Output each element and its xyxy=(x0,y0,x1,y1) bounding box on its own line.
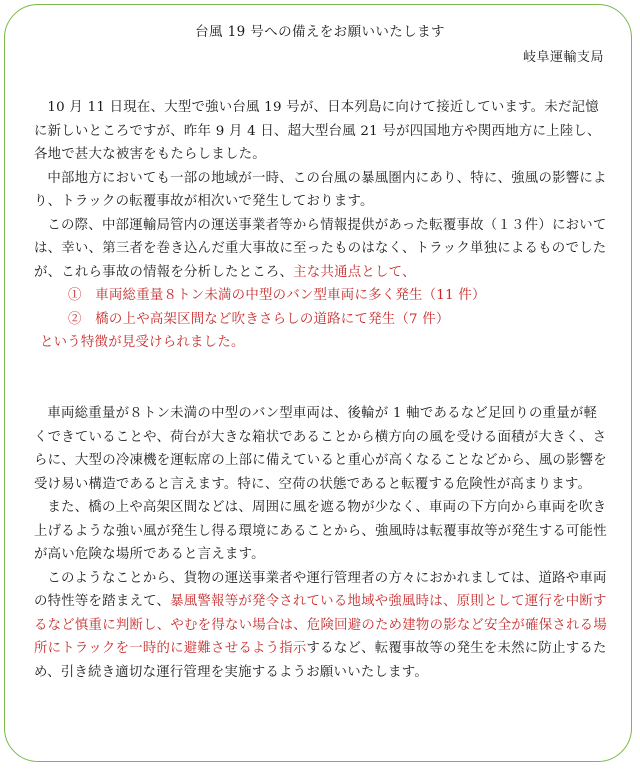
notice-body-bottom xyxy=(34,402,608,684)
paragraph-accident-analysis xyxy=(34,214,608,285)
document-title: 台風 19 号への備えをお願いいたします xyxy=(195,24,445,40)
analysis-text: この際、中部運輸局管内の運送事業者等から情報提供があった転覆事故（１３件）においては、幸い、第三者を巻き込んだ重大事故に至ったものはなく、トラック単独によるものでしたが、これら事故の情報を分析したところ、 xyxy=(34,217,607,280)
paragraph-typhoon-approach: 10 月 11 日現在、大型で強い台風 19 号が、日本列島に向けて接近しています。未だ記憶に新しいところですが、昨年 9 月 4 日、超大型台風 21 号が四国地方や関西地方に上陸し、各地で甚大な被害をもたらしました。 xyxy=(34,100,601,162)
issuer-name: 岐阜運輸支局 xyxy=(522,50,604,65)
request-tail: するなど、転覆事故等の発生を未然に防止するため、引き続き適切な運行管理を実施するようお願いいたします。 xyxy=(34,641,607,680)
paragraph-chubu-impact: 中部地方においても一部の地域が一時、この台風の暴風圏内にあり、特に、強風の影響により、トラックの転覆事故が相次いで発生しております。 xyxy=(34,170,607,209)
common-point-2: ② 橋の上や高架区間など吹きさらしの道路にて発生（7 件） xyxy=(68,311,450,327)
common-point-1: ① 車両総重量８トン未満の中型のバン型車両に多く発生（11 件） xyxy=(68,288,486,303)
notice-body-top xyxy=(34,96,608,355)
common-points-summary: という特徴が見受けられました。 xyxy=(40,335,245,350)
request-highlight: 暴風警報等が発令されている地域や強風時は、原則として運行を中断するなど慎重に判断し、やむを得ない場合は、危険回避のため建物の影など安全が確保される場所にトラックを一時的に避難させるよう指示 xyxy=(34,594,607,656)
analysis-highlight: 主な共通点として、 xyxy=(293,264,416,280)
paragraph-request xyxy=(34,567,608,685)
paragraph-bridge-risk: また、橋の上や高架区間などは、周囲に風を遮る物が少なく、車両の下方向から車両を吹き上げるような強い風が発生し得る環境にあることから、強風時は転覆事故等が発生する可能性が高い危険な場所であると言えます。 xyxy=(34,500,607,562)
paragraph-vehicle-characteristics: 車両総重量が８トン未満の中型のバン型車両は、後輪が 1 軸であるなど足回りの重量が軽くできていることや、荷台が大きな箱状であることから横方向の風を受ける面積が大きく、さらに、大型の冷凍機を運転席の上部に備えていると重心が高くなることなどから、風の影響を受け易い構造であると言えます。特に、空荷の状態であると転覆する危険性が高まります。 xyxy=(34,406,607,492)
request-lead: このようなことから、貨物の運送事業者や運行管理者の方々におかれましては、道路や車両の特性等を踏まえて、 xyxy=(34,570,607,609)
